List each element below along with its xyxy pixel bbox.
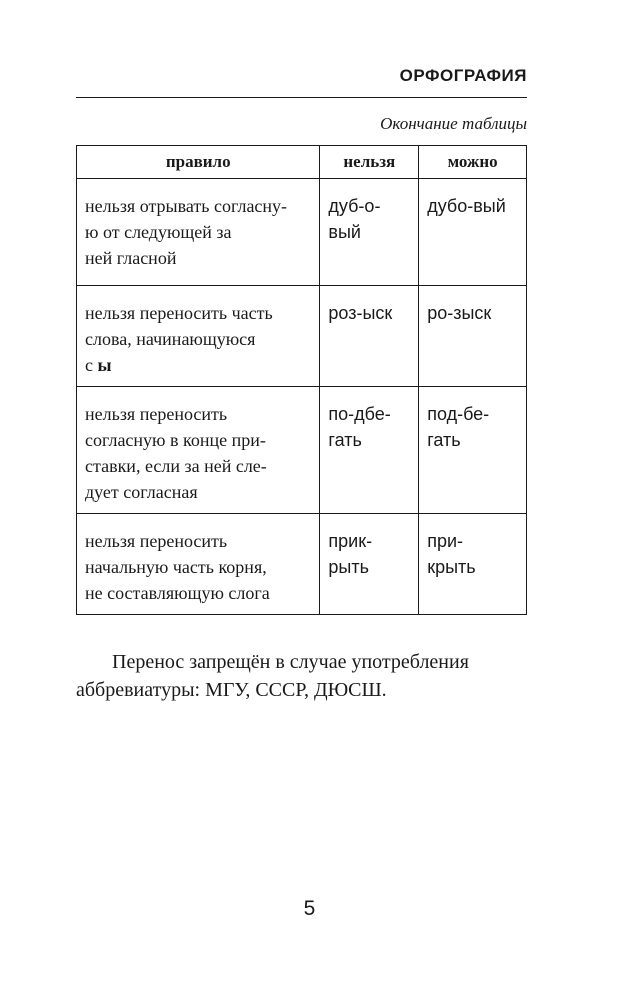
paragraph-line: Перенос запрещён в случае употребления xyxy=(112,651,469,673)
rule-cell xyxy=(77,286,320,387)
page-number: 5 xyxy=(303,897,316,920)
rule-line: слова, начинающуюся xyxy=(85,329,256,349)
rule-prefix: с xyxy=(85,355,98,375)
wrong-example-line: по-дбе- xyxy=(328,404,391,424)
right-example-cell xyxy=(419,514,527,615)
wrong-example-line: прик- xyxy=(328,531,373,551)
table-row xyxy=(77,514,527,615)
table-caption: Окончание таблицы xyxy=(380,114,527,133)
table-row xyxy=(77,387,527,514)
section-title: ОРФОГРАФИЯ xyxy=(399,66,527,85)
wrong-example-line: вый xyxy=(328,222,361,242)
paragraph-line: аббревиатуры: МГУ, СССР, ДЮСШ. xyxy=(76,679,387,701)
wrong-example-cell xyxy=(320,179,419,286)
wrong-example-cell xyxy=(320,514,419,615)
right-example-cell xyxy=(419,179,527,286)
wrong-example-line: рыть xyxy=(328,557,369,577)
right-example-line: гать xyxy=(427,430,461,450)
wrong-example-cell xyxy=(320,286,419,387)
rule-line: согласную в конце при- xyxy=(85,430,266,450)
right-example-line: под-бе- xyxy=(427,404,490,424)
header-rule xyxy=(76,97,527,98)
rule-line: нельзя переносить xyxy=(85,404,228,424)
wrong-example-line: роз-ыск xyxy=(328,303,393,323)
rule-line: нельзя переносить часть xyxy=(85,303,273,323)
rule-line xyxy=(85,352,313,378)
body-paragraph xyxy=(76,648,536,704)
rule-cell xyxy=(77,514,320,615)
table-row xyxy=(77,286,527,387)
table-header-row xyxy=(77,146,527,179)
right-example-cell xyxy=(419,286,527,387)
rule-line: ставки, если за ней сле- xyxy=(85,456,267,476)
rule-bold-letter: ы xyxy=(97,355,112,375)
rule-line: ней гласной xyxy=(85,248,177,268)
column-header-wrong: нельзя xyxy=(320,146,419,179)
rule-line: нельзя переносить xyxy=(85,531,228,551)
wrong-example-cell xyxy=(320,387,419,514)
right-example-line: ро-зыск xyxy=(427,303,492,323)
table-row xyxy=(77,179,527,286)
rule-cell xyxy=(77,387,320,514)
rule-cell xyxy=(77,179,320,286)
right-example-line: при- xyxy=(427,531,464,551)
column-header-right: можно xyxy=(419,146,527,179)
column-header-rule: правило xyxy=(77,146,320,179)
rule-line: не составляющую слога xyxy=(85,583,270,603)
rule-line: ю от следующей за xyxy=(85,222,232,242)
hyphenation-table xyxy=(76,145,527,615)
wrong-example-line: дуб-о- xyxy=(328,196,381,216)
rule-line: дует согласная xyxy=(85,482,198,502)
right-example-cell xyxy=(419,387,527,514)
right-example-line: дубо-вый xyxy=(427,196,506,216)
right-example-line: крыть xyxy=(427,557,476,577)
rule-line: нельзя отрывать согласну- xyxy=(85,196,288,216)
rule-line: начальную часть корня, xyxy=(85,557,267,577)
wrong-example-line: гать xyxy=(328,430,362,450)
